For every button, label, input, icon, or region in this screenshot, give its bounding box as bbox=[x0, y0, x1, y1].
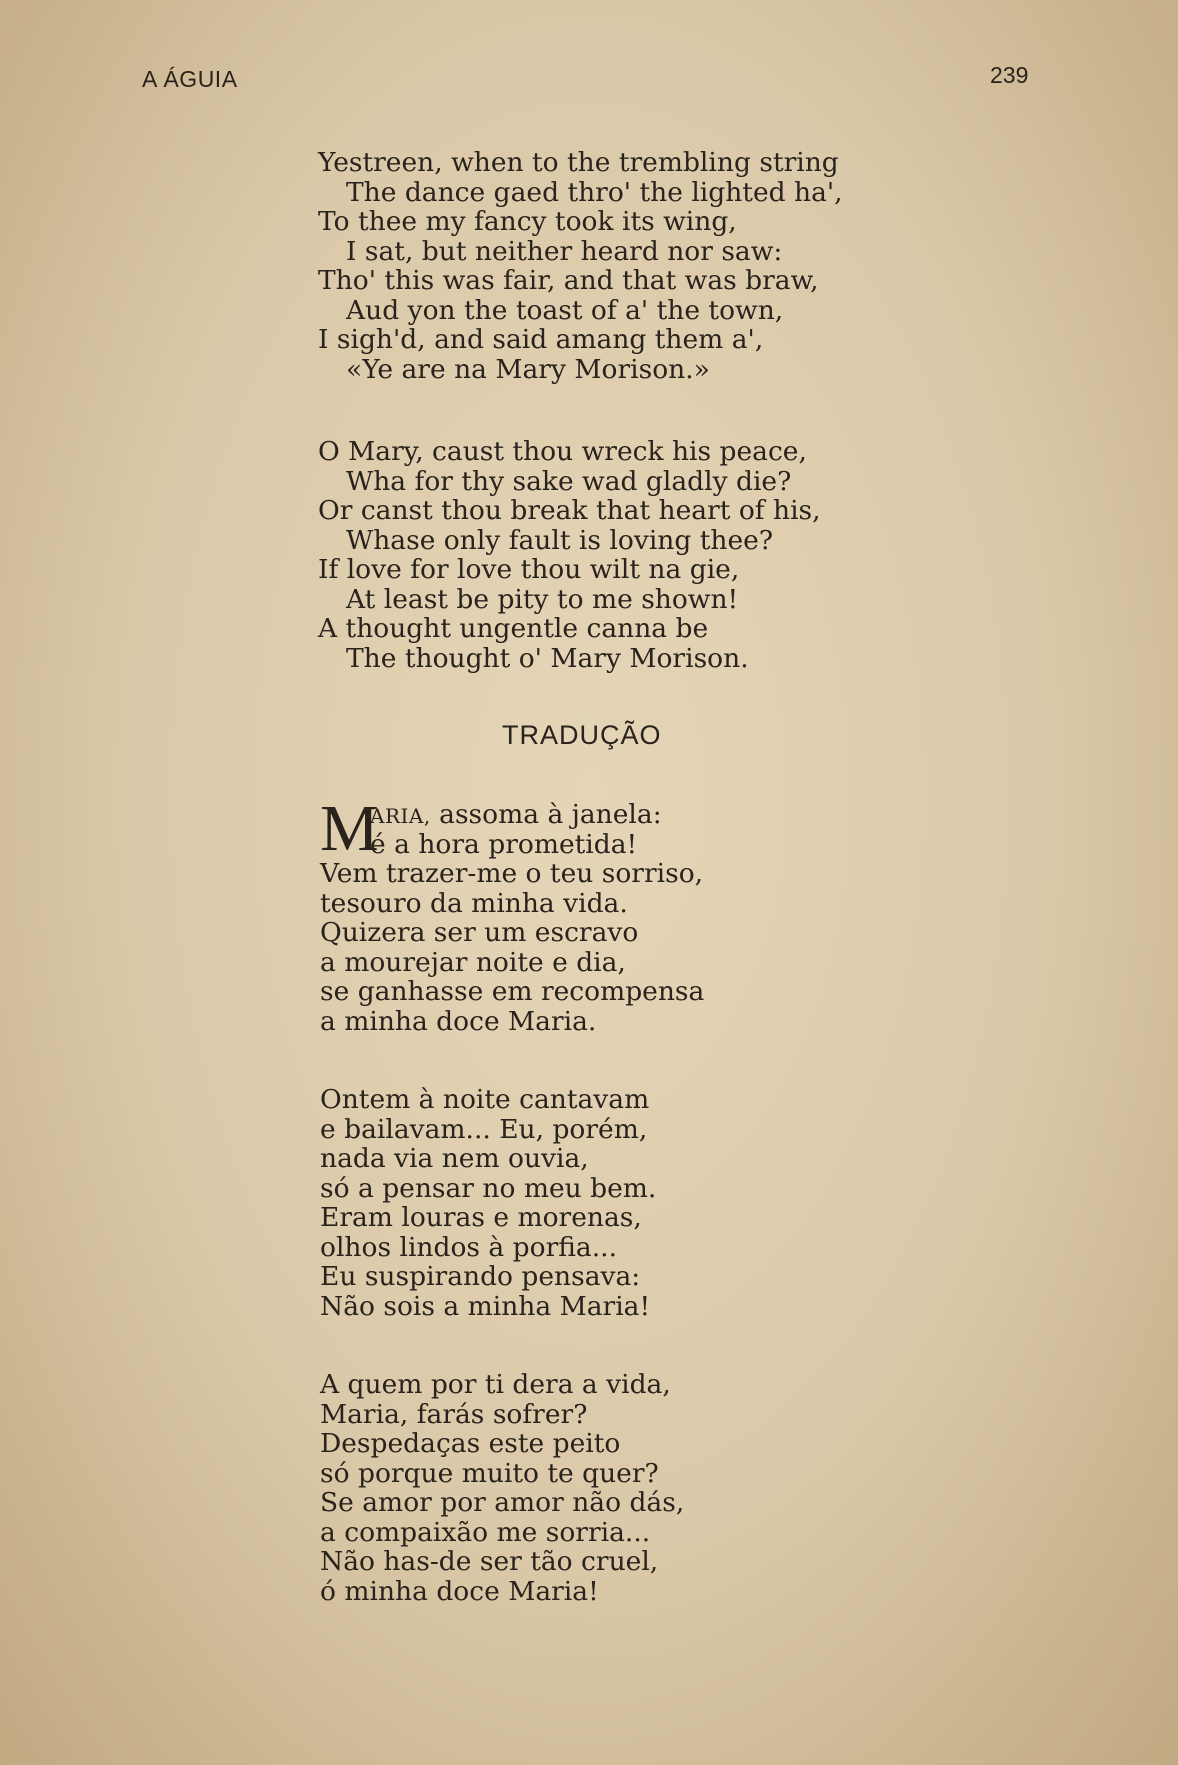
poem-line: A quem por ti dera a vida, bbox=[320, 1369, 671, 1400]
poem-line: Or canst thou break that heart of his, bbox=[318, 495, 821, 526]
poem-line: nada via nem ouvia, bbox=[320, 1143, 589, 1174]
poem-line: olhos lindos à porfia... bbox=[320, 1231, 617, 1263]
poem-line: At least be pity to me shown! bbox=[346, 583, 739, 615]
poem-line: A thought ungentle canna be bbox=[318, 613, 709, 644]
poem-line: Whase only fault is loving thee? bbox=[346, 524, 774, 556]
poem-line: Tho' this was fair, and that was braw, bbox=[318, 265, 819, 296]
poem-line: Aud yon the toast of a' the town, bbox=[346, 294, 784, 326]
poem-line: «Ye are na Mary Morison.» bbox=[346, 353, 710, 385]
poem-line: a mourejar noite e dia, bbox=[320, 946, 626, 978]
english-stanza-2 bbox=[318, 437, 821, 673]
poem-line: só porque muito te quer? bbox=[320, 1457, 659, 1489]
poem-line: ó minha doce Maria! bbox=[320, 1575, 599, 1607]
poem-line: Se amor por amor não dás, bbox=[320, 1487, 685, 1518]
poem-line: I sigh'd, and said amang them a', bbox=[318, 324, 764, 355]
running-header-title: A ÁGUIA bbox=[142, 66, 238, 92]
poem-line: se ganhasse em recompensa bbox=[320, 976, 705, 1007]
poem-line: Ontem à noite cantavam bbox=[320, 1084, 650, 1115]
poem-line: Yestreen, when to the trembling string bbox=[318, 147, 839, 178]
drop-cap: M bbox=[320, 792, 379, 865]
poem-line: To thee my fancy took its wing, bbox=[318, 206, 737, 237]
poem-line: Eram louras e morenas, bbox=[320, 1202, 642, 1233]
poem-line: Não sois a minha Maria! bbox=[320, 1290, 651, 1322]
poem-line bbox=[370, 800, 662, 832]
poem-line: The thought o' Mary Morison. bbox=[346, 642, 749, 674]
poem-line: Maria, farás sofrer? bbox=[320, 1398, 588, 1430]
poem-line: só a pensar no meu bem. bbox=[320, 1172, 657, 1204]
portuguese-stanza-2 bbox=[320, 1085, 656, 1321]
first-line-rest: assoma à janela: bbox=[439, 799, 662, 830]
english-stanza-1 bbox=[318, 148, 843, 384]
poem-line: Wha for thy sake wad gladly die? bbox=[346, 465, 792, 497]
poem-line: e bailavam... Eu, porém, bbox=[320, 1113, 648, 1145]
poem-line: tesouro da minha vida. bbox=[320, 887, 628, 919]
first-word-smallcaps: ARIA, bbox=[370, 804, 431, 828]
poem-line: a minha doce Maria. bbox=[320, 1005, 597, 1037]
translation-heading: TRADUÇÃO bbox=[502, 720, 662, 750]
portuguese-stanza-1 bbox=[320, 792, 705, 1037]
poem-line: O Mary, caust thou wreck his peace, bbox=[318, 436, 807, 467]
dropcap-block bbox=[320, 792, 704, 865]
poem-line: Quizera ser um escravo bbox=[320, 917, 639, 948]
poem-line: I sat, but neither heard nor saw: bbox=[346, 235, 783, 267]
poem-line: Vem trazer-me o teu sorriso, bbox=[320, 858, 704, 889]
poem-line: é a hora prometida! bbox=[370, 828, 638, 860]
page-number: 239 bbox=[990, 62, 1029, 88]
poem-line: a compaixão me sorria... bbox=[320, 1516, 651, 1548]
poem-line: If love for love thou wilt na gie, bbox=[318, 554, 740, 585]
poem-line: The dance gaed thro' the lighted ha', bbox=[346, 176, 843, 208]
portuguese-stanza-3 bbox=[320, 1370, 684, 1606]
poem-line: Despedaças este peito bbox=[320, 1428, 621, 1459]
poem-line: Eu suspirando pensava: bbox=[320, 1261, 641, 1292]
poem-line: Não has-de ser tão cruel, bbox=[320, 1546, 659, 1577]
